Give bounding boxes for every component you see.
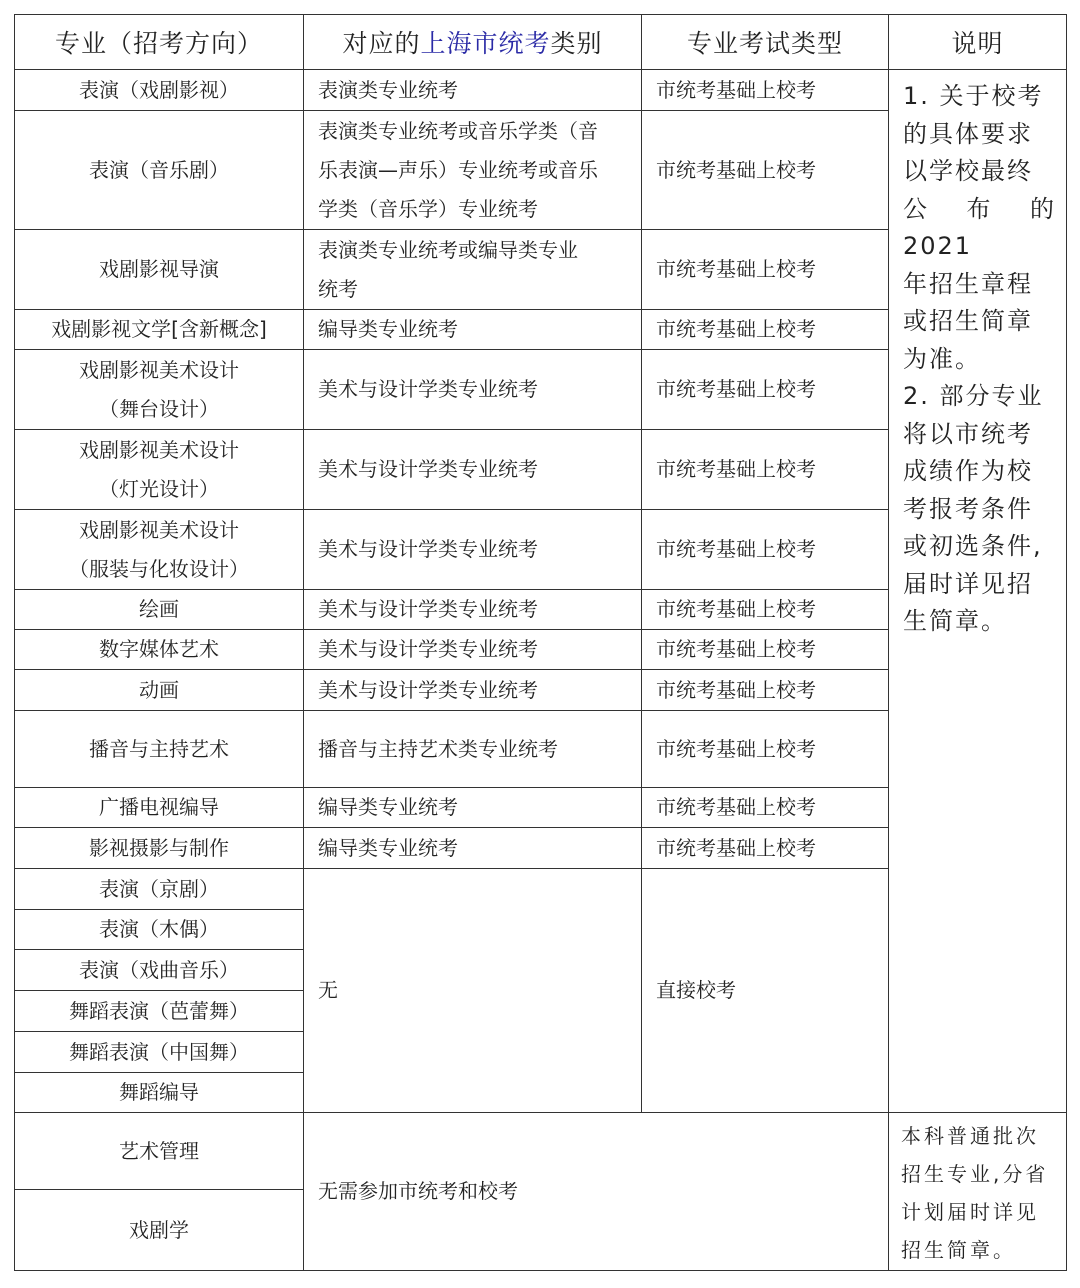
major-cell xyxy=(15,430,304,510)
major-cell: 绘画 xyxy=(15,590,304,630)
major-cell: 表演（音乐剧） xyxy=(15,111,304,230)
note-line: 或初选条件, xyxy=(903,532,1043,560)
note2-line: 招生专业,分省 xyxy=(901,1162,1049,1186)
table-row xyxy=(15,1113,1067,1190)
note-line: 年招生章程 xyxy=(903,269,1033,298)
category-line: 学类（音乐学）专业统考 xyxy=(318,196,538,221)
note-line: 2. 部分专业 xyxy=(903,382,1044,410)
table-header-row xyxy=(15,15,1067,70)
category-cell: 无 xyxy=(304,869,642,1113)
exam-type-cell: 市统考基础上校考 xyxy=(642,590,889,630)
major-line: （舞台设计） xyxy=(99,396,219,421)
table-row xyxy=(15,70,1067,111)
exam-type-cell: 市统考基础上校考 xyxy=(642,230,889,310)
note2-line: 计划届时详见 xyxy=(901,1200,1039,1224)
category-cell: 美术与设计学类专业统考 xyxy=(304,510,642,590)
note-line: 1. 关于校考 xyxy=(903,82,1044,110)
major-cell: 舞蹈编导 xyxy=(15,1073,304,1113)
category-line: 表演类专业统考或编导类专业 xyxy=(318,237,578,262)
header-text-post: 类别 xyxy=(550,29,603,58)
exam-type-cell: 市统考基础上校考 xyxy=(642,788,889,828)
notes-cell xyxy=(889,70,1067,1113)
page-content xyxy=(14,14,1066,1271)
note-line: 公布的 2021 xyxy=(903,194,1056,260)
category-cell xyxy=(304,111,642,230)
major-line: （服装与化妆设计） xyxy=(69,556,249,581)
header-major: 专业（招考方向） xyxy=(15,15,304,70)
major-cell: 表演（京剧） xyxy=(15,869,304,910)
header-exam-type: 专业考试类型 xyxy=(642,15,889,70)
note-line: 将以市统考 xyxy=(903,419,1033,448)
note-line: 考报考条件 xyxy=(903,494,1033,523)
exam-type-cell: 市统考基础上校考 xyxy=(642,630,889,670)
header-text-pre: 对应的 xyxy=(342,29,421,58)
exam-type-cell: 市统考基础上校考 xyxy=(642,430,889,510)
major-cell: 广播电视编导 xyxy=(15,788,304,828)
note-line: 生简章。 xyxy=(903,607,1007,635)
major-cell: 艺术管理 xyxy=(15,1113,304,1190)
major-cell: 戏剧影视导演 xyxy=(15,230,304,310)
notes-cell-secondary xyxy=(889,1113,1067,1271)
category-cell: 美术与设计学类专业统考 xyxy=(304,630,642,670)
note-line: 为准。 xyxy=(903,344,981,373)
category-cell: 美术与设计学类专业统考 xyxy=(304,350,642,430)
major-lines xyxy=(15,431,303,509)
major-line: 戏剧影视美术设计 xyxy=(79,517,239,542)
header-text-highlight: 上海市统考 xyxy=(420,29,551,58)
note-line: 以学校最终 xyxy=(903,157,1033,185)
category-cell: 编导类专业统考 xyxy=(304,310,642,350)
major-cell: 戏剧影视文学[含新概念] xyxy=(15,310,304,350)
major-cell: 戏剧学 xyxy=(15,1190,304,1271)
exam-type-cell: 直接校考 xyxy=(642,869,889,1113)
exam-type-cell: 市统考基础上校考 xyxy=(642,111,889,230)
category-cell: 编导类专业统考 xyxy=(304,828,642,869)
major-cell: 舞蹈表演（中国舞） xyxy=(15,1032,304,1073)
major-cell: 表演（戏剧影视） xyxy=(15,70,304,111)
header-notes: 说明 xyxy=(889,15,1067,70)
exam-type-cell: 市统考基础上校考 xyxy=(642,510,889,590)
major-cell: 表演（木偶） xyxy=(15,910,304,950)
major-cell: 动画 xyxy=(15,670,304,711)
note-lines xyxy=(903,78,1056,641)
category-line: 乐表演—声乐）专业统考或音乐 xyxy=(318,157,598,182)
exam-type-cell: 市统考基础上校考 xyxy=(642,828,889,869)
category-cell: 播音与主持艺术类专业统考 xyxy=(304,711,642,788)
header-unified-exam-category xyxy=(304,15,642,70)
major-cell: 播音与主持艺术 xyxy=(15,711,304,788)
major-line: 戏剧影视美术设计 xyxy=(79,357,239,382)
admissions-table xyxy=(14,14,1067,1271)
major-line: 戏剧影视美术设计 xyxy=(79,437,239,462)
category-cell: 美术与设计学类专业统考 xyxy=(304,670,642,711)
category-cell: 表演类专业统考 xyxy=(304,70,642,111)
major-cell: 影视摄影与制作 xyxy=(15,828,304,869)
note2-lines xyxy=(901,1117,1058,1269)
category-cell: 美术与设计学类专业统考 xyxy=(304,430,642,510)
exam-type-cell: 市统考基础上校考 xyxy=(642,310,889,350)
major-lines xyxy=(15,351,303,429)
major-cell: 表演（戏曲音乐） xyxy=(15,950,304,991)
note-line: 的具体要求 xyxy=(903,119,1033,148)
major-cell xyxy=(15,510,304,590)
exam-type-cell: 市统考基础上校考 xyxy=(642,70,889,111)
note2-line: 招生简章。 xyxy=(901,1238,1016,1262)
category-lines xyxy=(318,231,633,309)
note-line: 或招生简章 xyxy=(903,307,1033,335)
category-cell: 无需参加市统考和校考 xyxy=(304,1113,889,1271)
category-lines xyxy=(318,112,633,229)
category-cell: 编导类专业统考 xyxy=(304,788,642,828)
major-cell xyxy=(15,350,304,430)
exam-type-cell: 市统考基础上校考 xyxy=(642,350,889,430)
exam-type-cell: 市统考基础上校考 xyxy=(642,711,889,788)
category-line: 表演类专业统考或音乐学类（音 xyxy=(318,118,598,143)
note-line: 届时详见招 xyxy=(903,569,1033,598)
note2-line: 本科普通批次 xyxy=(901,1124,1039,1148)
exam-type-cell: 市统考基础上校考 xyxy=(642,670,889,711)
major-cell: 舞蹈表演（芭蕾舞） xyxy=(15,991,304,1032)
category-cell: 美术与设计学类专业统考 xyxy=(304,590,642,630)
note-line: 成绩作为校 xyxy=(903,457,1033,485)
major-cell: 数字媒体艺术 xyxy=(15,630,304,670)
category-line: 统考 xyxy=(318,276,358,301)
table-body xyxy=(15,70,1067,1271)
major-line: （灯光设计） xyxy=(99,476,219,501)
category-cell xyxy=(304,230,642,310)
major-lines xyxy=(15,511,303,589)
